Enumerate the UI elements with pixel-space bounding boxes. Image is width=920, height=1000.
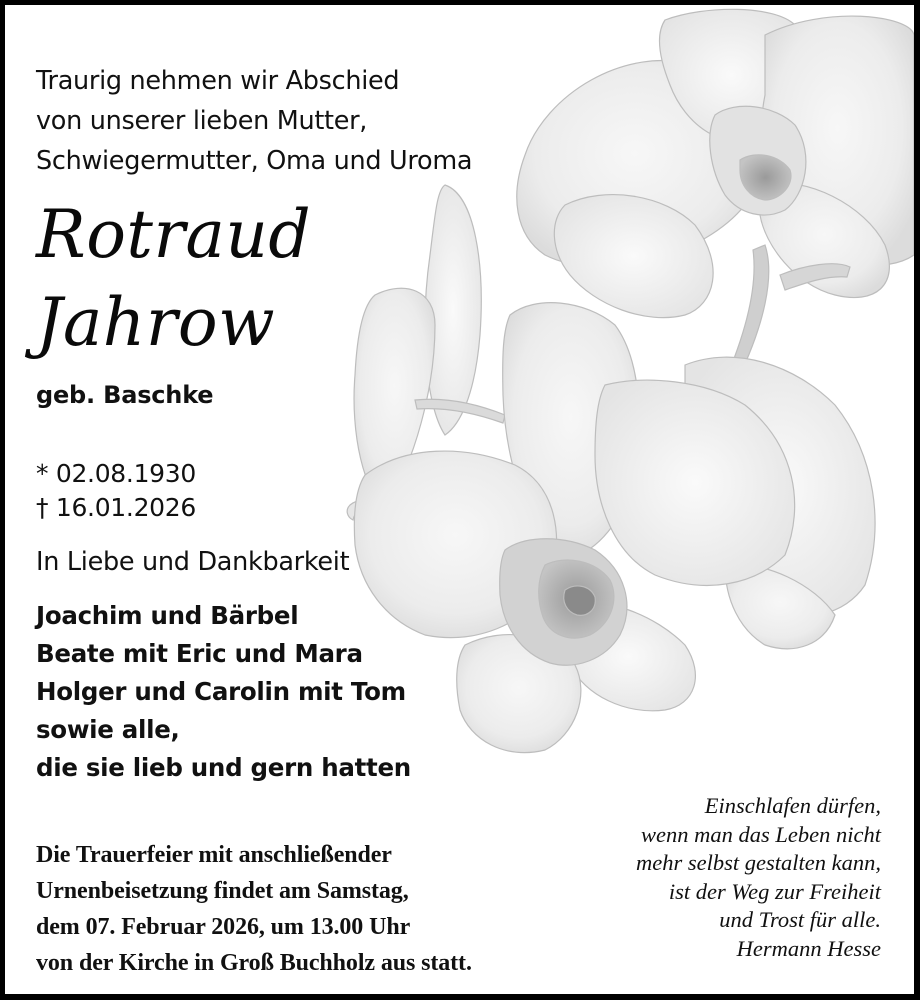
birth-date: * 02.08.1930 [36,459,196,488]
mourner-line: sowie alle, [36,715,180,744]
quote-line: ist der Weg zur Freiheit [668,878,881,904]
quote-line: und Trost für alle. [719,907,881,932]
ceremony-line: dem 07. Februar 2026, um 13.00 Uhr [36,914,411,940]
mourner-line: Beate mit Eric und Mara [36,639,363,668]
quote-line: mehr selbst gestalten kann, [636,850,881,875]
ceremony-line: von der Kirche in Groß Buchholz aus statt. [36,950,472,976]
quote-block [636,792,881,963]
intro-line: von unserer lieben Mutter, [36,106,368,136]
mourner-line: die sie lieb und gern hatten [36,753,411,782]
thanks-line: In Liebe und Dankbarkeit [36,547,350,577]
intro-line: Traurig nehmen wir Abschied [36,66,400,96]
intro-text [36,61,472,181]
quote-line: Einschlafen dürfen, [704,793,881,818]
ceremony-info [36,837,472,981]
deceased-last-name: Jahrow [36,284,276,361]
deceased-first-name: Rotraud [36,196,312,273]
mourner-line: Joachim und Bärbel [36,601,299,630]
deceased-name [36,191,311,367]
intro-line: Schwiegermutter, Oma und Uroma [36,146,473,176]
mourner-line: Holger und Carolin mit Tom [36,677,406,706]
ceremony-line: Urnenbeisetzung findet am Samstag, [36,878,409,904]
death-date: † 16.01.2026 [36,493,196,522]
birth-name: geb. Baschke [36,381,214,409]
ceremony-line: Die Trauerfeier mit anschließender [36,842,392,868]
quote-author: Hermann Hesse [736,935,881,961]
quote-line: wenn man das Leben nicht [641,821,881,847]
life-dates [36,457,196,525]
mourners-list [36,597,411,787]
